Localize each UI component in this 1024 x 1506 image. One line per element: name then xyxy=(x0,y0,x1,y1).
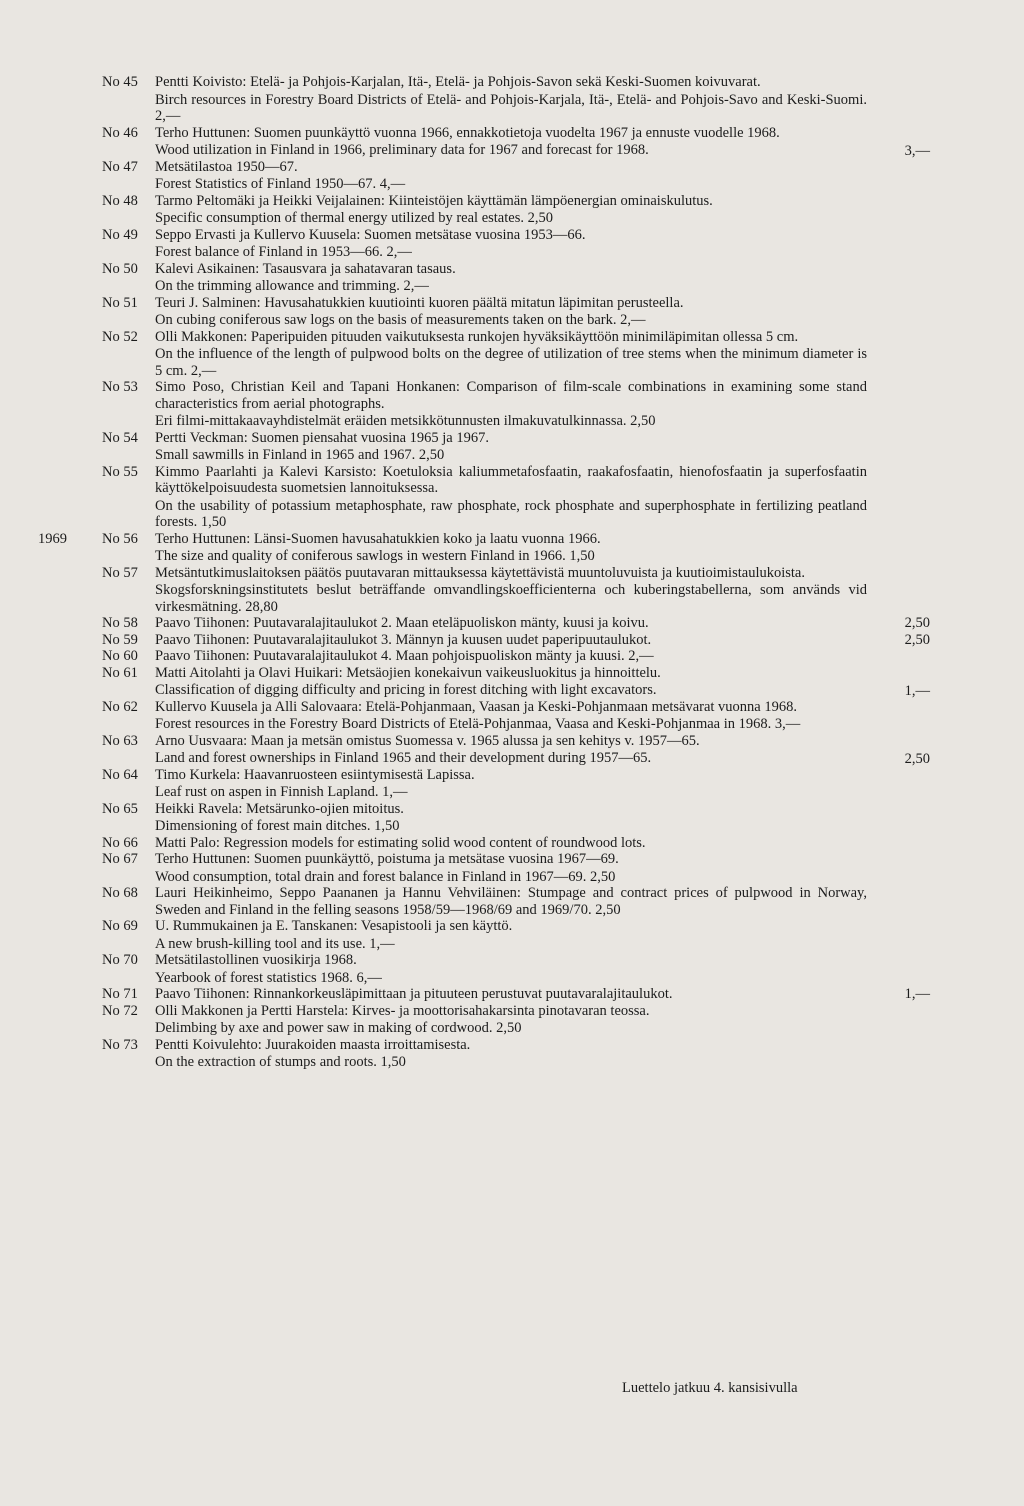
entry-title: Metsäntutkimuslaitoksen päätös puutavaran mittauksessa käytettävistä muuntoluvuista ja kuutioimistaulukoista. xyxy=(155,564,805,581)
entry-number: No 64 xyxy=(102,766,138,783)
entry-translation: A new brush-killing tool and its use. 1,— xyxy=(155,935,395,952)
publication-entry xyxy=(0,565,1024,616)
entry-translation: Forest Statistics of Finland 1950—67. 4,— xyxy=(155,176,406,192)
publication-entry xyxy=(0,379,1024,430)
entry-price: 1,— xyxy=(904,682,930,699)
entry-number: No 55 xyxy=(102,463,138,480)
publication-entry xyxy=(0,648,1024,665)
entry-title: Matti Palo: Regression models for estimating solid wood content of roundwood lots. xyxy=(155,834,646,851)
entry-translation: Yearbook of forest statistics 1968. 6,— xyxy=(155,969,382,986)
publication-entry xyxy=(0,952,1024,986)
publication-entry xyxy=(0,767,1024,801)
publication-entry xyxy=(0,464,1024,531)
entry-translation: Birch resources in Forestry Board Districts of Etelä- and Pohjois-Karjala, Itä-, Etelä- and Pohjois-Savo and Keski-Suomi. 2,— xyxy=(155,91,867,124)
entry-price: 2,50 xyxy=(904,631,930,648)
entry-translation: Specific consumption of thermal energy utilized by real estates. 2,50 xyxy=(155,210,553,226)
entry-number: No 56 xyxy=(102,530,138,547)
entry-number: No 49 xyxy=(102,226,138,243)
entry-number: No 67 xyxy=(102,851,138,867)
publication-entry xyxy=(0,227,1024,261)
entry-title: Timo Kurkela: Haavanruosteen esiintymisestä Lapissa. xyxy=(155,766,475,783)
entry-title: Kimmo Paarlahti ja Kalevi Karsisto: Koetuloksia kaliummetafosfaatin, raakafosfaatin, hienofosfaatin ja superfosfaatin käyttökelpoisuudesta suometsien lannoituksessa. xyxy=(155,463,867,496)
entry-number: No 57 xyxy=(102,564,138,581)
entry-price: 1,— xyxy=(904,986,930,1002)
publication-entry xyxy=(0,615,1024,632)
publication-entry xyxy=(0,665,1024,699)
entry-title: Arno Uusvaara: Maan ja metsän omistus Suomessa v. 1965 alussa ja sen kehitys v. 1957—65. xyxy=(155,732,700,749)
entry-number: No 72 xyxy=(102,1002,138,1019)
entry-title: Kalevi Asikainen: Tasausvara ja sahatavaran tasaus. xyxy=(155,260,456,277)
publication-entry xyxy=(0,74,1024,125)
publication-entry xyxy=(0,632,1024,649)
entry-number: No 69 xyxy=(102,918,138,934)
publication-entry xyxy=(0,918,1024,952)
entry-number: No 59 xyxy=(102,631,138,648)
entry-title: Paavo Tiihonen: Puutavaralajitaulukot 3. Männyn ja kuusen uudet paperipuutaulukot. xyxy=(155,631,652,648)
publication-entry xyxy=(0,986,1024,1003)
entry-number: No 48 xyxy=(102,192,138,209)
entry-price: 2,50 xyxy=(904,615,930,631)
year-label: 1969 xyxy=(38,530,67,547)
publication-entry xyxy=(0,801,1024,835)
publication-entry xyxy=(0,835,1024,852)
entry-title: Metsätilastoa 1950—67. xyxy=(155,158,298,175)
publication-entry xyxy=(0,329,1024,380)
publication-entry xyxy=(0,295,1024,329)
entry-translation: Wood utilization in Finland in 1966, preliminary data for 1967 and forecast for 1968. xyxy=(155,142,649,158)
entry-number: No 71 xyxy=(102,986,138,1002)
publication-list xyxy=(0,74,1024,1071)
entry-title: Seppo Ervasti ja Kullervo Kuusela: Suomen metsätase vuosina 1953—66. xyxy=(155,226,586,243)
entry-title: Teuri J. Salminen: Havusahatukkien kuutiointi kuoren päältä mitatun läpimitan perusteella. xyxy=(155,294,684,311)
entry-translation: On the trimming allowance and trimming. 2,— xyxy=(155,278,429,294)
publication-entry xyxy=(0,261,1024,295)
entry-translation: Classification of digging difficulty and pricing in forest ditching with light excavators. xyxy=(155,682,657,698)
entry-title: Paavo Tiihonen: Rinnankorkeusläpimittaan ja pituuteen perustuvat puutavaralajitaulukot. xyxy=(155,986,673,1002)
entry-number: No 50 xyxy=(102,260,138,277)
entry-number: No 63 xyxy=(102,732,138,749)
entry-number: No 62 xyxy=(102,698,138,715)
entry-price: 3,— xyxy=(904,142,930,159)
publication-entry xyxy=(0,531,1024,565)
entry-translation: On the influence of the length of pulpwood bolts on the degree of utilization of tree stems when the minimum diameter is 5 cm. 2,— xyxy=(155,346,867,379)
entry-title: Terho Huttunen: Länsi-Suomen havusahatukkien koko ja laatu vuonna 1966. xyxy=(155,530,601,547)
entry-title: Paavo Tiihonen: Puutavaralajitaulukot 4. Maan pohjoispuoliskon mänty ja kuusi. 2,— xyxy=(155,648,654,664)
entry-number: No 45 xyxy=(102,74,138,90)
entry-number: No 46 xyxy=(102,124,138,141)
entry-title: Pentti Koivisto: Etelä- ja Pohjois-Karjalan, Itä-, Etelä- ja Pohjois-Savon sekä Keski-Suomen koivuvarat. xyxy=(155,74,761,90)
entry-title: Olli Makkonen ja Pertti Harstela: Kirves- ja moottorisahakarsinta pinotavaran teossa. xyxy=(155,1002,650,1019)
entry-translation: On the extraction of stumps and roots. 1,50 xyxy=(155,1054,406,1070)
entry-number: No 61 xyxy=(102,664,138,681)
entry-translation: Skogsforskningsinstitutets beslut beträffande omvandlingskoefficienterna och kuberingstabellerna, som används vid virkesmätning. 28,80 xyxy=(155,582,867,615)
entry-title: Pentti Koivulehto: Juurakoiden maasta irroittamisesta. xyxy=(155,1036,471,1053)
entry-number: No 68 xyxy=(102,885,138,901)
publication-entry xyxy=(0,733,1024,767)
entry-translation: Dimensioning of forest main ditches. 1,50 xyxy=(155,818,400,834)
entry-translation: Forest balance of Finland in 1953—66. 2,— xyxy=(155,244,412,260)
publication-entry xyxy=(0,125,1024,159)
entry-number: No 51 xyxy=(102,294,138,311)
entry-title: Simo Poso, Christian Keil and Tapani Honkanen: Comparison of film-scale combinations in examining some stand characteristics from aerial photographs. xyxy=(155,379,867,412)
publication-entry xyxy=(0,430,1024,464)
entry-price: 2,50 xyxy=(904,750,930,767)
entry-number: No 66 xyxy=(102,834,138,851)
entry-number: No 65 xyxy=(102,800,138,817)
entry-translation: Land and forest ownerships in Finland 1965 and their development during 1957—65. xyxy=(155,750,652,766)
entry-title: Tarmo Peltomäki ja Heikki Veijalainen: Kiinteistöjen käyttämän lämpöenergian ominaiskulutus. xyxy=(155,192,713,209)
entry-title: Pertti Veckman: Suomen piensahat vuosina 1965 ja 1967. xyxy=(155,429,489,446)
continuation-note: Luettelo jatkuu 4. kansisivulla xyxy=(622,1380,798,1396)
entry-title: Terho Huttunen: Suomen puunkäyttö vuonna 1966, ennakkotietoja vuodelta 1967 ja ennuste vuodelle 1968. xyxy=(155,124,780,141)
entry-title: Lauri Heikinheimo, Seppo Paananen ja Hannu Vehviläinen: Stumpage and contract prices of pulpwood in Norway, Sweden and Finland in the felling seasons 1958/59—1968/69 and 1969/70. 2,50 xyxy=(155,885,867,918)
publication-entry xyxy=(0,159,1024,193)
entry-title: Terho Huttunen: Suomen puunkäyttö, poistuma ja metsätase vuosina 1967—69. xyxy=(155,851,619,867)
entry-translation: Eri filmi-mittakaavayhdistelmät eräiden metsikkötunnusten ilmakuvatulkinnassa. 2,50 xyxy=(155,413,656,429)
entry-title: Heikki Ravela: Metsärunko-ojien mitoitus. xyxy=(155,800,404,817)
publication-entry xyxy=(0,1003,1024,1037)
publication-entry xyxy=(0,699,1024,733)
entry-translation: On cubing coniferous saw logs on the basis of measurements taken on the bark. 2,— xyxy=(155,312,646,328)
entry-number: No 58 xyxy=(102,615,138,631)
publication-entry xyxy=(0,1037,1024,1071)
entry-number: No 54 xyxy=(102,429,138,446)
entry-translation: On the usability of potassium metaphosphate, raw phosphate, rock phosphate and superphosphate in fertilizing peatland forests. 1,50 xyxy=(155,497,867,530)
entry-number: No 70 xyxy=(102,952,138,968)
entry-title: Olli Makkonen: Paperipuiden pituuden vaikutuksesta runkojen hyväksikäyttöön minimiläpimitan ollessa 5 cm. xyxy=(155,328,799,345)
entry-title: Kullervo Kuusela ja Alli Salovaara: Etelä-Pohjanmaan, Vaasan ja Keski-Pohjanmaan metsävarat vuonna 1968. xyxy=(155,698,797,715)
entry-translation: Wood consumption, total drain and forest balance in Finland in 1967—69. 2,50 xyxy=(155,868,616,885)
publication-entry xyxy=(0,885,1024,918)
entry-number: No 52 xyxy=(102,328,138,345)
entry-number: No 53 xyxy=(102,379,138,395)
entry-title: Metsätilastollinen vuosikirja 1968. xyxy=(155,952,357,968)
entry-title: Matti Aitolahti ja Olavi Huikari: Metsäojien konekaivun vaikeusluokitus ja hinnoittelu. xyxy=(155,664,661,681)
entry-title: U. Rummukainen ja E. Tanskanen: Vesapistooli ja sen käyttö. xyxy=(155,918,513,934)
entry-translation: Leaf rust on aspen in Finnish Lapland. 1,— xyxy=(155,784,408,800)
publication-entry xyxy=(0,851,1024,885)
entry-translation: Forest resources in the Forestry Board Districts of Etelä-Pohjanmaa, Vaasa and Keski-Pohjanmaa in 1968. 3,— xyxy=(155,716,801,732)
entry-translation: The size and quality of coniferous sawlogs in western Finland in 1966. 1,50 xyxy=(155,548,595,564)
entry-translation: Small sawmills in Finland in 1965 and 1967. 2,50 xyxy=(155,447,445,463)
entry-number: No 47 xyxy=(102,158,138,175)
entry-number: No 73 xyxy=(102,1036,138,1053)
entry-title: Paavo Tiihonen: Puutavaralajitaulukot 2. Maan eteläpuoliskon mänty, kuusi ja koivu. xyxy=(155,615,649,631)
publication-entry xyxy=(0,193,1024,227)
entry-number: No 60 xyxy=(102,648,138,664)
entry-translation: Delimbing by axe and power saw in making of cordwood. 2,50 xyxy=(155,1020,522,1036)
